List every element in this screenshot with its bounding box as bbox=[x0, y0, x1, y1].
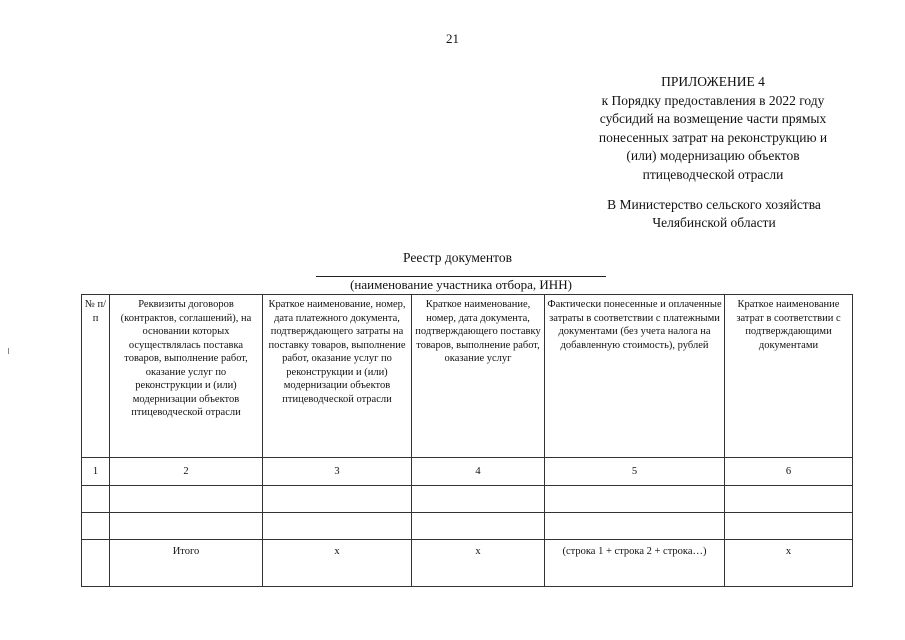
registry-title: Реестр документов bbox=[403, 250, 512, 265]
registry-table bbox=[81, 294, 853, 587]
recipient-block bbox=[564, 196, 864, 232]
column-number-row bbox=[82, 458, 853, 486]
empty-cell bbox=[725, 486, 853, 513]
total-cell: x bbox=[412, 540, 545, 587]
column-number: 6 bbox=[725, 458, 853, 486]
appendix-line: (или) модернизацию объектов bbox=[626, 148, 800, 163]
empty-cell bbox=[545, 486, 725, 513]
total-sum-formula: (строка 1 + строка 2 + строка…) bbox=[545, 540, 725, 587]
empty-cell bbox=[412, 513, 545, 540]
appendix-line: субсидий на возмещение части прямых bbox=[599, 111, 827, 126]
empty-cell bbox=[725, 513, 853, 540]
page-number: 21 bbox=[446, 31, 459, 46]
empty-cell bbox=[82, 513, 110, 540]
appendix-block bbox=[548, 73, 878, 184]
total-row bbox=[82, 540, 853, 587]
empty-cell bbox=[110, 513, 263, 540]
total-cell bbox=[82, 540, 110, 587]
empty-cell bbox=[263, 486, 412, 513]
header-cell-payment-doc: Краткое наименование, номер, дата платежного документа, подтверждающего затраты на поставку товаров, выполнение работ, оказание услуг по реконструкции и (или) модернизации объектов птицеводческой отрасли bbox=[263, 295, 412, 458]
header-cell-number: № п/п bbox=[82, 295, 110, 458]
column-number: 2 bbox=[110, 458, 263, 486]
empty-cell bbox=[82, 486, 110, 513]
empty-cell bbox=[263, 513, 412, 540]
empty-cell bbox=[412, 486, 545, 513]
appendix-line: к Порядку предоставления в 2022 году bbox=[601, 92, 825, 108]
appendix-line: птицеводческой отрасли bbox=[642, 166, 784, 182]
table-row bbox=[82, 486, 853, 513]
header-cell-cost-name: Краткое наименование затрат в соответствии с подтверждающими документами bbox=[725, 295, 853, 458]
total-cell: x bbox=[725, 540, 853, 587]
column-number: 5 bbox=[545, 458, 725, 486]
table-row bbox=[82, 513, 853, 540]
total-cell: x bbox=[263, 540, 412, 587]
appendix-title: ПРИЛОЖЕНИЕ 4 bbox=[661, 74, 765, 89]
column-number: 4 bbox=[412, 458, 545, 486]
total-label: Итого bbox=[110, 540, 263, 587]
header-cell-delivery-doc: Краткое наименование, номер, дата документа, подтверждающего поставку товаров, выполнение работ, оказание услуг bbox=[412, 295, 545, 458]
recipient-line: Челябинской области bbox=[652, 215, 776, 230]
recipient-line: В Министерство сельского хозяйства bbox=[607, 197, 821, 212]
empty-cell bbox=[110, 486, 263, 513]
header-cell-costs: Фактически понесенные и оплаченные затраты в соответствии с платежными документами (без учета налога на добавленную стоимость), рублей bbox=[545, 295, 725, 458]
participant-label: (наименование участника отбора, ИНН) bbox=[350, 277, 572, 292]
empty-cell bbox=[545, 513, 725, 540]
column-number: 1 bbox=[82, 458, 110, 486]
appendix-line: понесенных затрат на реконструкцию и bbox=[598, 129, 828, 145]
table-header-row bbox=[82, 295, 853, 458]
scan-mark bbox=[8, 348, 9, 354]
column-number: 3 bbox=[263, 458, 412, 486]
header-cell-contracts: Реквизиты договоров (контрактов, соглашений), на основании которых осуществлялась поставка товаров, выполнение работ, оказание услуг по реконструкции и (или) модернизации объектов птицеводческой отрасли bbox=[110, 295, 263, 458]
